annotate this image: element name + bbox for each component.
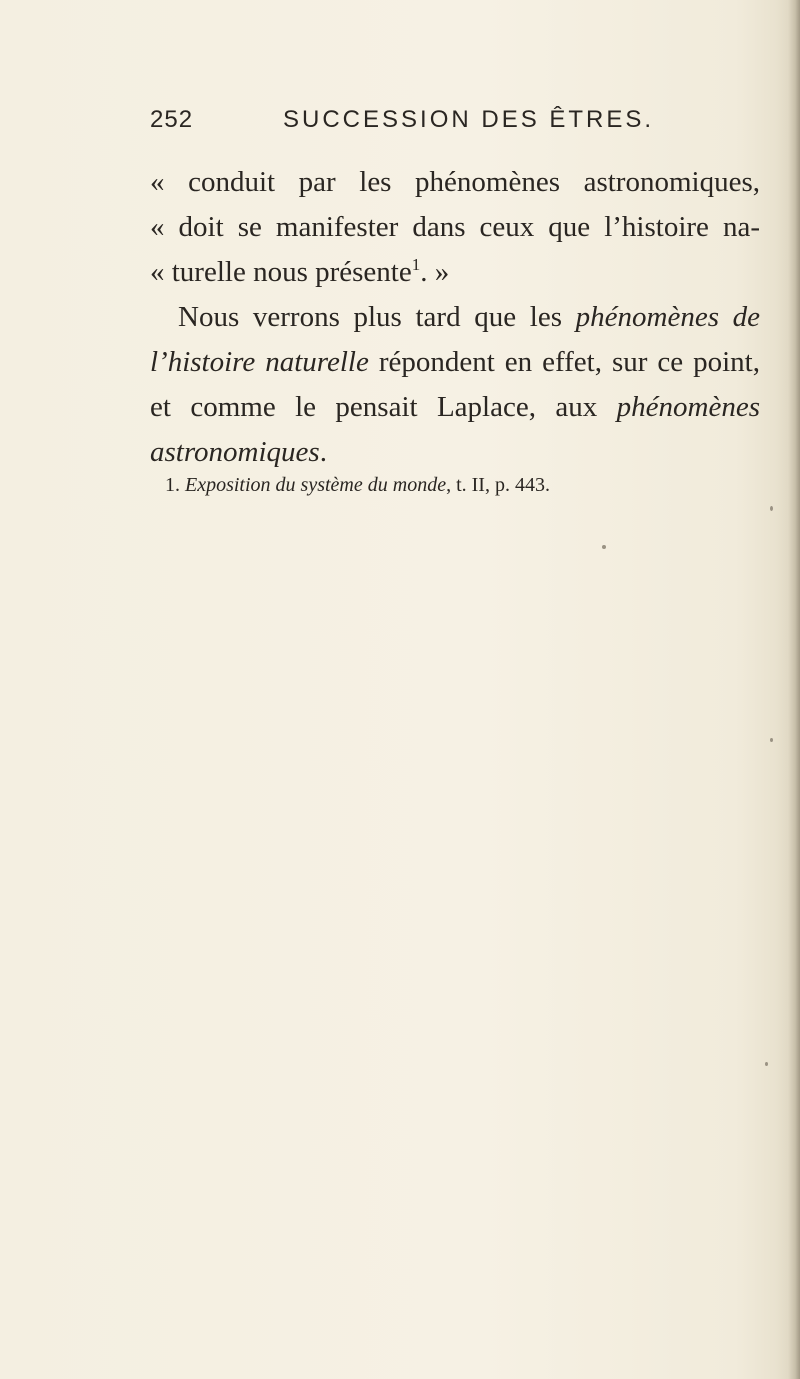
- footnote-reference-text: , t. II, p. 443.: [446, 474, 550, 496]
- text-line-4-italic: phénomènes de: [575, 301, 761, 333]
- text-line-6-italic: phénomènes: [616, 391, 760, 423]
- paper-speck: [770, 738, 773, 742]
- text-line-7-italic: astronomiques: [150, 436, 320, 468]
- text-line-6-roman: et comme le pensait Laplace, aux: [150, 391, 617, 423]
- footnote-reference: 1: [411, 255, 421, 274]
- text-line-7: [150, 430, 760, 475]
- footnote-title: Exposition du système du monde: [185, 474, 447, 496]
- text-line-3: [150, 250, 760, 295]
- text-line-1: « conduit par les phénomènes astronomiques,: [150, 166, 760, 198]
- text-line-5: [150, 340, 760, 385]
- paper-speck: [602, 545, 606, 549]
- paper-speck: [770, 506, 773, 511]
- page-number: 252: [150, 106, 194, 133]
- text-line-3-end: . »: [420, 256, 450, 288]
- text-line-5-italic: l’histoire naturelle: [150, 346, 369, 378]
- main-text: [150, 160, 760, 475]
- text-line-7-end: .: [319, 436, 327, 468]
- text-line-2: « doit se manifester dans ceux que l’histoire na-: [150, 211, 760, 243]
- running-header: [150, 106, 750, 140]
- text-line-4-roman: Nous verrons plus tard que les: [178, 301, 576, 333]
- footnote-marker: 1.: [165, 474, 185, 496]
- text-line-6: [150, 385, 760, 430]
- text-line-4: [150, 295, 760, 340]
- text-line-5-roman: répondent en effet, sur ce point,: [368, 346, 760, 378]
- running-title: SUCCESSION DES ÊTRES.: [283, 106, 655, 133]
- text-line-3-main: « turelle nous présente: [150, 256, 412, 288]
- footnote: [165, 474, 765, 497]
- paper-speck: [765, 1062, 768, 1066]
- page-edge-shadow: [788, 0, 800, 1379]
